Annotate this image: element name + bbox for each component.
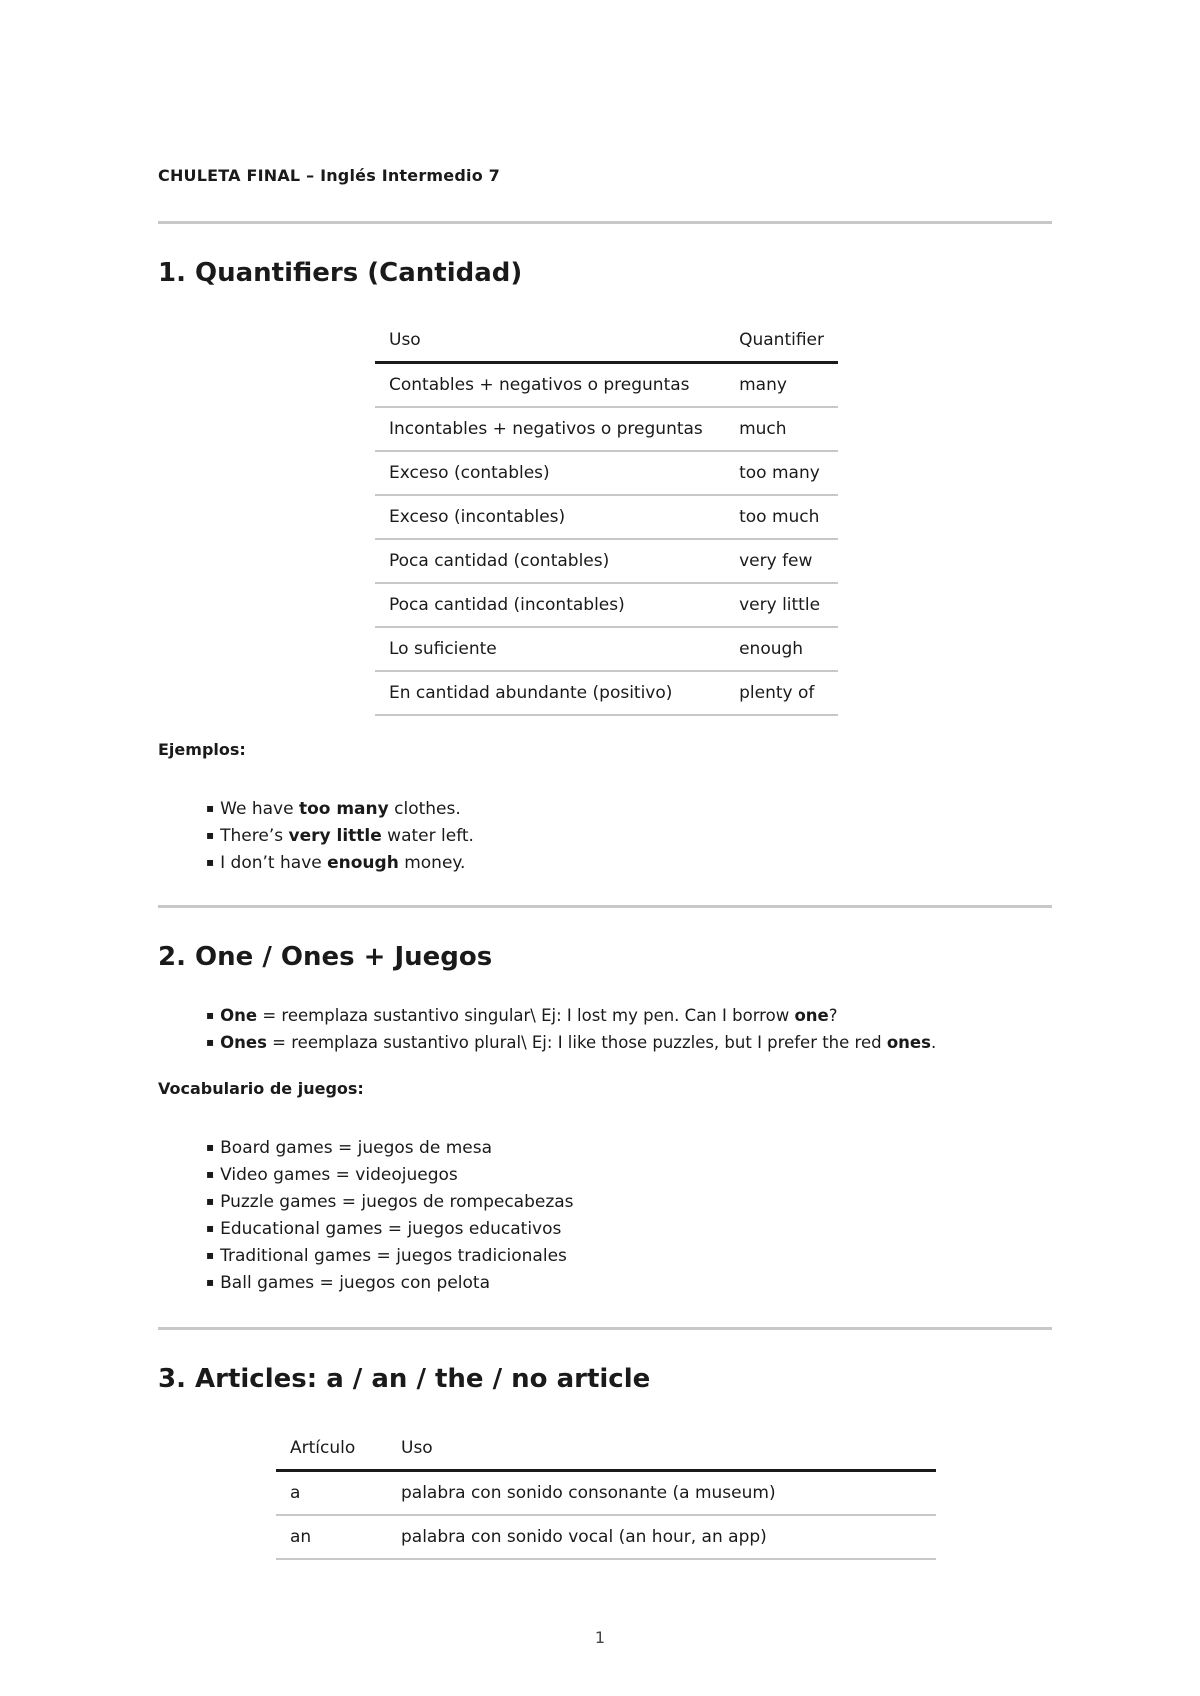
table-row <box>375 627 838 671</box>
table-cell: much <box>725 407 838 451</box>
table-cell: very few <box>725 539 838 583</box>
table-row <box>375 495 838 539</box>
list-item: ▪ Video games = videojuegos <box>206 1161 574 1188</box>
divider <box>158 905 1052 908</box>
table-cell: a <box>276 1471 387 1516</box>
section-title-articles: 3. Articles: a / an / the / no article <box>158 1364 651 1394</box>
table-row <box>276 1515 936 1559</box>
table-cell: very little <box>725 583 838 627</box>
table-cell: En cantidad abundante (positivo) <box>375 671 725 715</box>
table-cell: plenty of <box>725 671 838 715</box>
examples-list <box>206 795 474 876</box>
quantifiers-table <box>375 319 838 716</box>
document-title: CHULETA FINAL – Inglés Intermedio 7 <box>158 166 500 185</box>
list-item: ▪ Traditional games = juegos tradicionales <box>206 1242 574 1269</box>
list-item: ▪ There’s very little water left. <box>206 822 474 849</box>
table-row <box>276 1471 936 1516</box>
table-cell: palabra con sonido consonante (a museum) <box>387 1471 936 1516</box>
list-item: ▪ Puzzle games = juegos de rompecabezas <box>206 1188 574 1215</box>
list-item: ▪ We have too many clothes. <box>206 795 474 822</box>
table-cell: Lo suficiente <box>375 627 725 671</box>
table-cell: an <box>276 1515 387 1559</box>
table-cell: too much <box>725 495 838 539</box>
list-item: ▪ Educational games = juegos educativos <box>206 1215 574 1242</box>
examples-label: Ejemplos: <box>158 740 246 759</box>
table-cell: Incontables + negativos o preguntas <box>375 407 725 451</box>
table-header-row <box>276 1427 936 1471</box>
table-cell: Exceso (incontables) <box>375 495 725 539</box>
list-item: ▪ I don’t have enough money. <box>206 849 474 876</box>
column-header-uso: Uso <box>375 319 725 363</box>
table-cell: Contables + negativos o preguntas <box>375 363 725 408</box>
table-cell: palabra con sonido vocal (an hour, an app) <box>387 1515 936 1559</box>
table-cell: enough <box>725 627 838 671</box>
table-cell: Exceso (contables) <box>375 451 725 495</box>
articles-table <box>276 1427 936 1560</box>
table-row <box>375 363 838 408</box>
table-cell: many <box>725 363 838 408</box>
vocab-label: Vocabulario de juegos: <box>158 1079 364 1098</box>
one-ones-list <box>206 1002 936 1056</box>
table-cell: Poca cantidad (contables) <box>375 539 725 583</box>
column-header-articulo: Artículo <box>276 1427 387 1471</box>
table-row <box>375 583 838 627</box>
list-item: ▪ Ones = reemplaza sustantivo plural\ Ej: I like those puzzles, but I prefer the red ones. <box>206 1029 936 1056</box>
section-title-quantifiers: 1. Quantifiers (Cantidad) <box>158 258 523 288</box>
divider <box>158 1327 1052 1330</box>
page-number: 1 <box>594 1628 606 1647</box>
table-row <box>375 671 838 715</box>
table-row <box>375 407 838 451</box>
divider <box>158 221 1052 224</box>
list-item: ▪ Ball games = juegos con pelota <box>206 1269 574 1296</box>
column-header-quantifier: Quantifier <box>725 319 838 363</box>
list-item: ▪ Board games = juegos de mesa <box>206 1134 574 1161</box>
table-header-row <box>375 319 838 363</box>
table-row <box>375 451 838 495</box>
table-cell: Poca cantidad (incontables) <box>375 583 725 627</box>
list-item: ▪ One = reemplaza sustantivo singular\ Ej: I lost my pen. Can I borrow one? <box>206 1002 936 1029</box>
vocab-list <box>206 1134 574 1296</box>
table-cell: too many <box>725 451 838 495</box>
section-title-one-ones: 2. One / Ones + Juegos <box>158 942 493 972</box>
table-row <box>375 539 838 583</box>
column-header-uso: Uso <box>387 1427 936 1471</box>
